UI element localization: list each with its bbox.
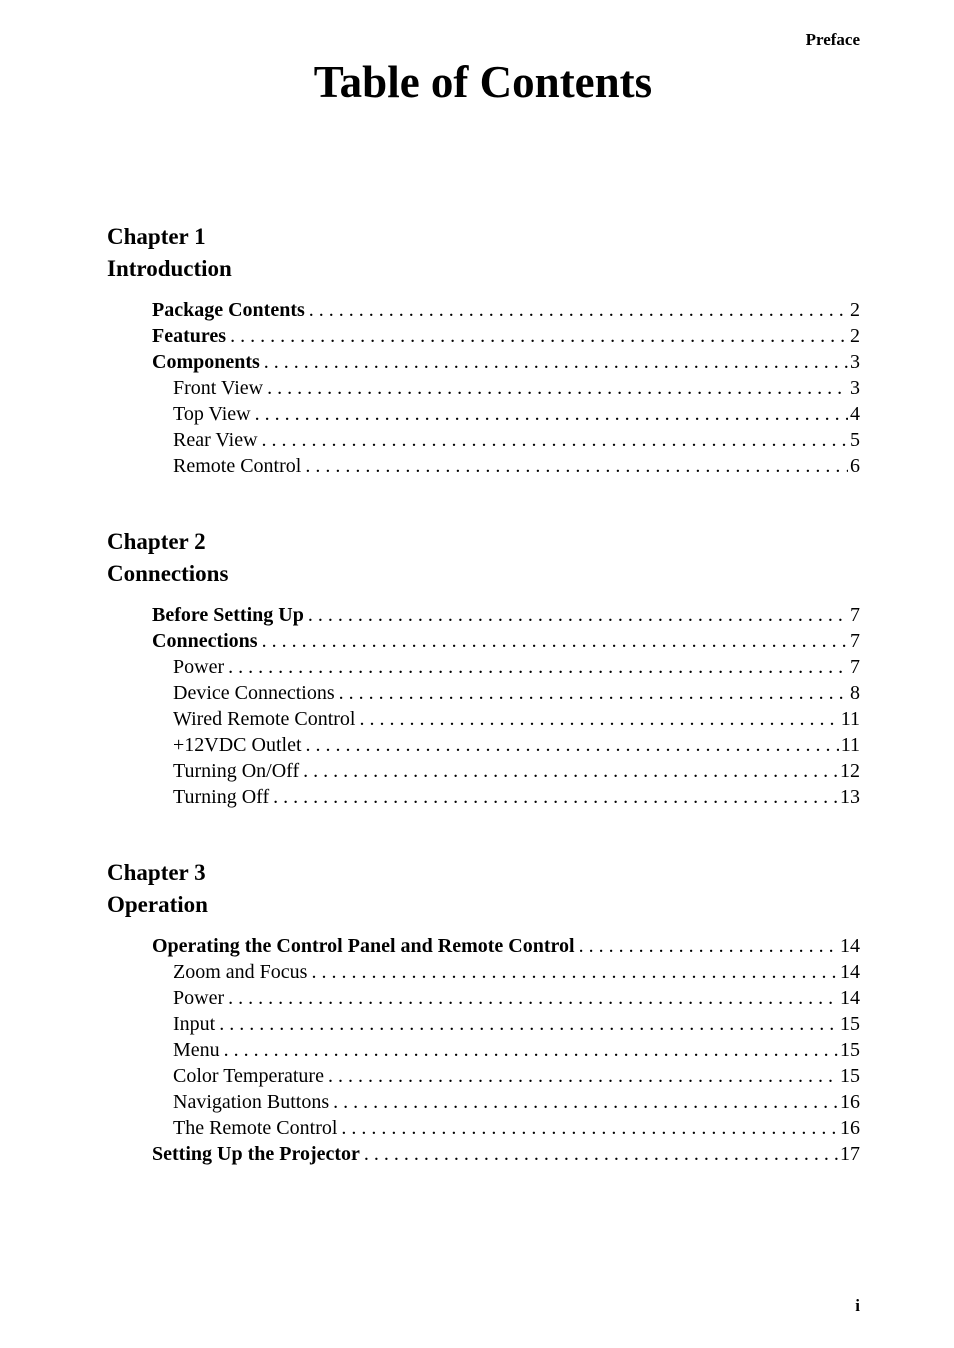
running-head: Preface	[805, 30, 860, 49]
toc-entry-label: Before Setting Up	[152, 604, 304, 626]
toc-entry[interactable]	[152, 680, 860, 706]
toc-entry[interactable]	[152, 758, 860, 784]
toc-entry-page: 7	[850, 604, 860, 626]
toc-entry-label: The Remote Control	[173, 1117, 338, 1139]
page-number: i	[855, 1296, 860, 1315]
toc-entry[interactable]	[152, 602, 860, 628]
dot-leader	[255, 401, 848, 427]
toc-entry-label: Connections	[152, 630, 258, 652]
chapter-name: Introduction	[107, 256, 232, 281]
toc-entry-label: Features	[152, 325, 227, 347]
toc-entry-label: Front View	[173, 377, 264, 399]
dot-leader	[262, 427, 848, 453]
toc-entry[interactable]	[152, 323, 860, 349]
dot-leader	[273, 784, 838, 810]
toc-entry-label: Navigation Buttons	[173, 1091, 330, 1113]
toc-entry[interactable]	[152, 784, 860, 810]
toc-entry[interactable]	[152, 453, 860, 479]
dot-leader	[360, 706, 839, 732]
toc-entry-page: 6	[850, 455, 860, 477]
toc-entry-label: Setting Up the Projector	[152, 1143, 360, 1165]
dot-leader	[339, 680, 848, 706]
toc-entry-label: Device Connections	[173, 682, 335, 704]
dot-leader	[262, 628, 848, 654]
toc-entry[interactable]	[152, 654, 860, 680]
page-title: Table of Contents	[313, 57, 653, 107]
toc-entry-page: 8	[850, 682, 860, 704]
dot-leader	[230, 323, 848, 349]
chapter-1	[107, 221, 860, 479]
toc-entry-page: 14	[840, 987, 860, 1009]
toc-entries	[152, 297, 860, 479]
dot-leader	[264, 349, 848, 375]
dot-leader	[311, 959, 838, 985]
toc-entry[interactable]	[152, 985, 860, 1011]
toc-entry-page: 4	[850, 403, 860, 425]
toc-entry-page: 15	[840, 1039, 860, 1061]
toc-entry-label: +12VDC Outlet	[173, 734, 302, 756]
toc-entry-page: 15	[840, 1013, 860, 1035]
chapter-name: Connections	[107, 561, 229, 586]
toc-entry-page: 13	[840, 786, 860, 808]
toc-entry-page: 11	[840, 734, 860, 756]
toc-entry[interactable]	[152, 349, 860, 375]
dot-leader	[303, 758, 838, 784]
toc-entry-page: 17	[840, 1143, 860, 1165]
toc-entry[interactable]	[152, 401, 860, 427]
chapter-name: Operation	[107, 892, 208, 917]
toc-entry-page: 16	[840, 1117, 860, 1139]
toc-entry[interactable]	[152, 1011, 860, 1037]
chapter-2	[107, 526, 860, 810]
chapter-3	[107, 857, 860, 1167]
toc-entry-page: 12	[840, 760, 860, 782]
toc-entry-label: Zoom and Focus	[173, 961, 308, 983]
toc-entries	[152, 933, 860, 1167]
toc-entry-label: Color Temperature	[173, 1065, 324, 1087]
toc-entry-label: Package Contents	[152, 299, 305, 321]
toc-entry-page: 14	[840, 935, 860, 957]
dot-leader	[228, 985, 838, 1011]
toc-entry[interactable]	[152, 1037, 860, 1063]
dot-leader	[579, 933, 838, 959]
toc-entry-page: 3	[850, 377, 860, 399]
toc-entry[interactable]	[152, 933, 860, 959]
toc-entry-page: 5	[850, 429, 860, 451]
toc-entry[interactable]	[152, 1063, 860, 1089]
toc-entry-page: 2	[850, 299, 860, 321]
toc-entry-label: Operating the Control Panel and Remote Control	[152, 935, 575, 957]
toc-entry-label: Power	[173, 656, 225, 678]
toc-entry-label: Rear View	[173, 429, 258, 451]
toc-entry[interactable]	[152, 427, 860, 453]
toc-entry[interactable]	[152, 628, 860, 654]
toc-entry[interactable]	[152, 959, 860, 985]
dot-leader	[328, 1063, 838, 1089]
toc-entry-label: Turning On/Off	[173, 760, 300, 782]
dot-leader	[267, 375, 848, 401]
toc-entry[interactable]	[152, 732, 860, 758]
toc-entry-label: Top View	[173, 403, 251, 425]
toc-entry-label: Input	[173, 1013, 216, 1035]
dot-leader	[228, 654, 848, 680]
toc-entry[interactable]	[152, 1089, 860, 1115]
toc-entry-page: 16	[840, 1091, 860, 1113]
toc-entry[interactable]	[152, 375, 860, 401]
dot-leader	[309, 297, 848, 323]
toc-entry-page: 2	[850, 325, 860, 347]
toc-entry[interactable]	[152, 1141, 860, 1167]
dot-leader	[305, 453, 848, 479]
chapter-number: Chapter 3	[107, 860, 206, 885]
toc-entries	[152, 602, 860, 810]
toc-entry-page: 11	[840, 708, 860, 730]
toc-entry-page: 7	[850, 656, 860, 678]
toc-entry-label: Components	[152, 351, 260, 373]
toc-entry[interactable]	[152, 706, 860, 732]
toc-entry-page: 14	[840, 961, 860, 983]
dot-leader	[364, 1141, 838, 1167]
dot-leader	[224, 1037, 838, 1063]
dot-leader	[341, 1115, 838, 1141]
toc-entry-page: 7	[850, 630, 860, 652]
toc-entry-label: Remote Control	[173, 455, 302, 477]
chapter-number: Chapter 2	[107, 529, 206, 554]
dot-leader	[306, 732, 839, 758]
chapter-number: Chapter 1	[107, 224, 206, 249]
toc-entry-label: Turning Off	[173, 786, 270, 808]
toc-entry-label: Power	[173, 987, 225, 1009]
toc-entry-label: Wired Remote Control	[173, 708, 356, 730]
dot-leader	[333, 1089, 838, 1115]
toc-entry[interactable]	[152, 297, 860, 323]
dot-leader	[219, 1011, 838, 1037]
dot-leader	[308, 602, 848, 628]
toc-entry-page: 15	[840, 1065, 860, 1087]
toc-entry[interactable]	[152, 1115, 860, 1141]
toc-entry-label: Menu	[173, 1039, 220, 1061]
toc-entry-page: 3	[850, 351, 860, 373]
